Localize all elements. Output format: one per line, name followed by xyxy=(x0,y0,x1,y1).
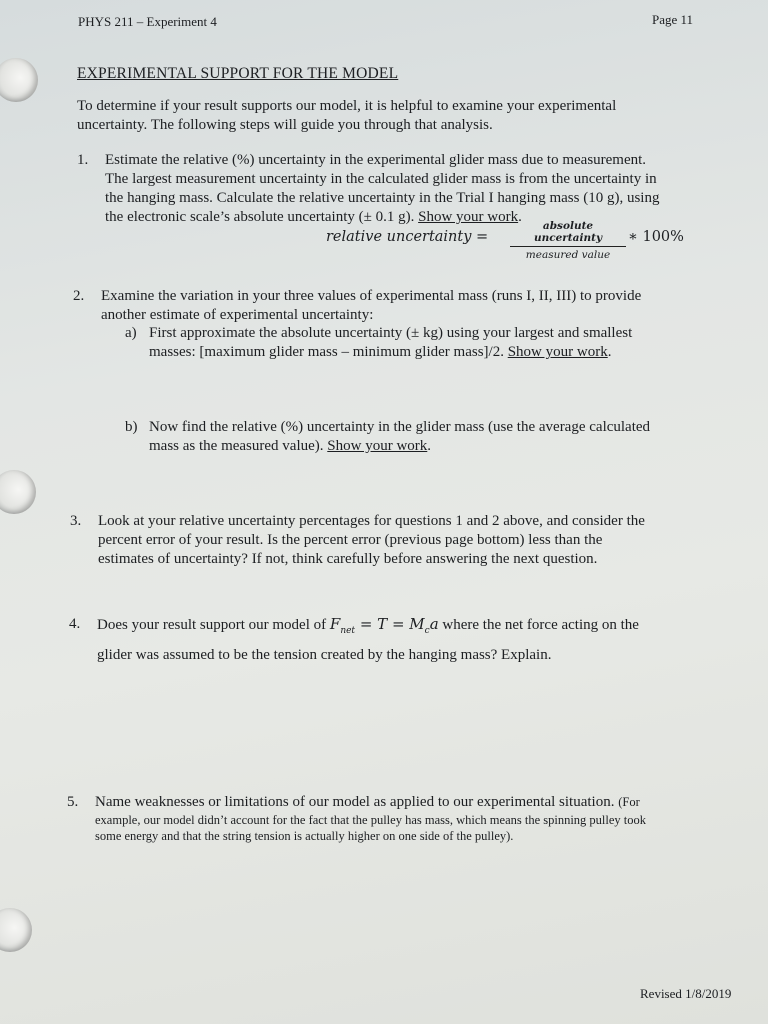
intro-line: uncertainty. The following steps will guide you through that analysis. xyxy=(77,117,493,133)
formula-denominator: measured value xyxy=(525,249,611,261)
show-work-text: Show your work xyxy=(418,209,519,225)
q4-line: Does your result support our model of $F_{net} = T = M_ca$ where the net force acting on the xyxy=(97,615,639,636)
sub-label: a) xyxy=(125,325,137,341)
q3-line: estimates of uncertainty? If not, think carefully before answering the next question. xyxy=(98,551,598,567)
question-number: 2. xyxy=(73,288,85,304)
q1-line: The largest measurement uncertainty in the calculated glider mass is from the uncertainty in xyxy=(105,171,657,187)
intro-line: To determine if your result supports our model, it is helpful to examine your experimental xyxy=(77,98,617,114)
q2-line: Examine the variation in your three values of experimental mass (runs I, II, III) to provide xyxy=(101,288,642,304)
q1-line: the hanging mass. Calculate the relative uncertainty in the Trial I hanging mass (10 g), using xyxy=(105,190,660,206)
q2a-line: First approximate the absolute uncertainty (± kg) using your largest and smallest xyxy=(149,325,633,341)
question-3 xyxy=(70,512,730,569)
q2b-line: Now find the relative (%) uncertainty in the glider mass (use the average calculated xyxy=(149,419,651,435)
punch-hole-bottom xyxy=(0,908,32,952)
revision-date: Revised 1/8/2019 xyxy=(640,986,732,1001)
question-number: 3. xyxy=(70,513,82,529)
q5-line: Name weaknesses or limitations of our model as applied to our experimental situation. (For xyxy=(95,794,640,810)
show-work-text: Show your work xyxy=(327,438,428,454)
question-number: 1. xyxy=(77,152,89,168)
q2b-line: mass as the measured value). Show your work. xyxy=(149,438,432,454)
question-5 xyxy=(67,793,737,844)
formula-fraction xyxy=(510,220,626,261)
question-2a xyxy=(125,324,725,362)
question-number: 4. xyxy=(69,616,81,632)
question-number: 5. xyxy=(67,794,79,810)
q2a-line: masses: [maximum glider mass – minimum glider mass]/2. Show your work. xyxy=(149,344,612,360)
q1-line: Estimate the relative (%) uncertainty in the experimental glider mass due to measurement. xyxy=(105,152,647,168)
punch-hole-middle xyxy=(0,470,36,514)
fraction-bar xyxy=(510,246,626,247)
show-work-text: Show your work xyxy=(507,344,608,360)
question-1 xyxy=(77,151,717,227)
q5-note-line: some energy and that the string tension is actually higher on one side of the pulley). xyxy=(95,829,514,843)
formula-numerator: absolute uncertainty xyxy=(533,220,603,244)
relative-uncertainty-formula xyxy=(326,220,686,261)
q2-line: another estimate of experimental uncertainty: xyxy=(101,307,374,323)
q1-line: the electronic scale’s absolute uncertainty (± 0.1 g). Show your work. xyxy=(105,209,522,225)
formula-rhs: ∗ 100% xyxy=(628,229,684,245)
q5-note-line: example, our model didn’t account for the fact that the pulley has mass, which means the spinning pulley took xyxy=(95,813,647,827)
model-equation: $F_{net} = T = M_ca$ xyxy=(329,615,439,636)
question-2 xyxy=(73,287,723,325)
question-2b xyxy=(125,418,725,456)
question-4 xyxy=(69,612,729,667)
q3-line: Look at your relative uncertainty percentages for questions 1 and 2 above, and consider the xyxy=(98,513,645,529)
q3-line: percent error of your result. Is the percent error (previous page bottom) less than the xyxy=(98,532,603,548)
q4-line: glider was assumed to be the tension created by the hanging mass? Explain. xyxy=(97,647,552,663)
punch-hole-top xyxy=(0,58,38,102)
section-title: EXPERIMENTAL SUPPORT FOR THE MODEL xyxy=(77,65,399,82)
intro-paragraph xyxy=(77,97,616,135)
page-number: Page 11 xyxy=(652,12,694,27)
formula-lhs: relative uncertainty = xyxy=(326,229,489,245)
sub-label: b) xyxy=(125,419,138,435)
course-header: PHYS 211 – Experiment 4 xyxy=(78,14,217,29)
